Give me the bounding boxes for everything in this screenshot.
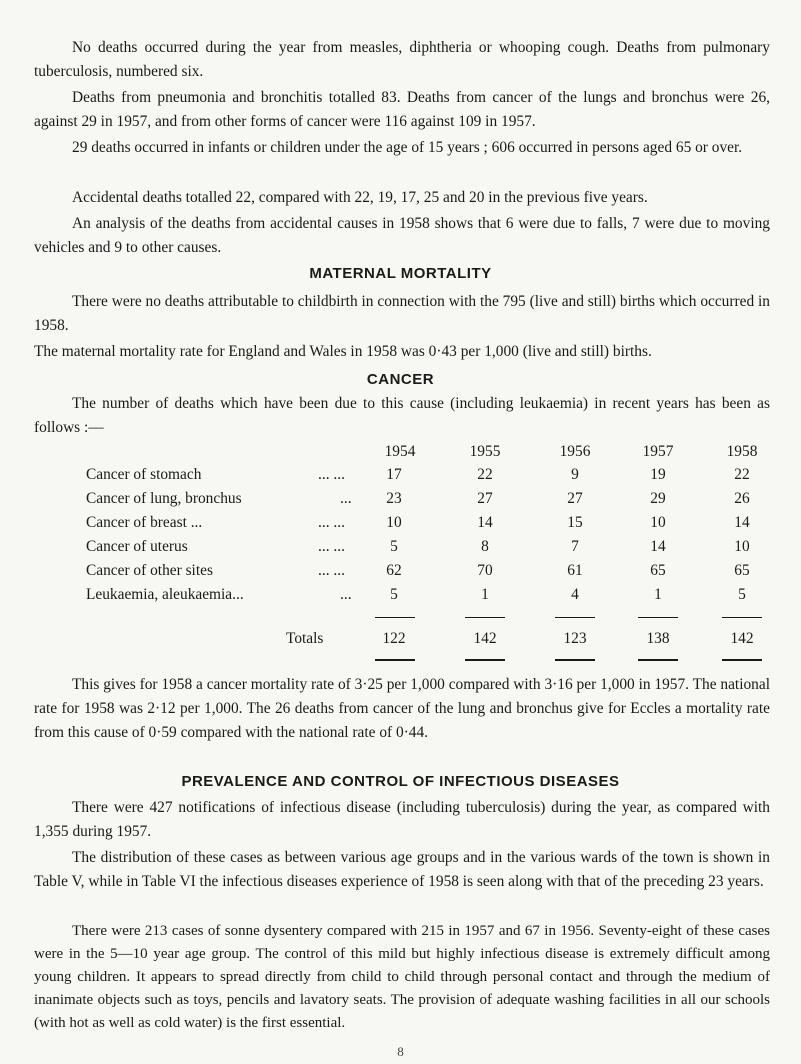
table-cell: 22	[477, 466, 493, 483]
paragraph-deaths-measles: No deaths occurred during the year from measles, diphtheria or whooping cough. Deaths from pulmonary tuberculosis, numbered six.	[34, 39, 770, 80]
table-cell: 14	[650, 538, 666, 555]
table-row-leader: ...	[340, 586, 352, 603]
table-cell: 23	[386, 490, 402, 507]
table-cell: 7	[571, 538, 579, 555]
table-cell: 19	[650, 466, 666, 483]
year-header: 1958	[726, 443, 758, 460]
page-number: 8	[397, 1044, 404, 1059]
table-row-label: Cancer of lung, bronchus	[86, 490, 242, 507]
table-rule	[555, 659, 595, 661]
table-cell: 62	[386, 562, 402, 579]
table-rule	[638, 659, 678, 661]
paragraph-maternal-1: There were no deaths attributable to childbirth in connection with the 795 (live and still) births which occurred in 1958.	[34, 293, 770, 334]
totals-cell: 138	[646, 630, 670, 647]
table-row-leader: ... ...	[318, 562, 345, 579]
totals-cell: 123	[563, 630, 587, 647]
table-cell: 22	[734, 466, 750, 483]
paragraph-cancer-intro: The number of deaths which have been due to this cause (including leukaemia) in recent years has been as follows :—	[34, 395, 770, 436]
table-row-label: Leukaemia, aleukaemia...	[86, 586, 244, 603]
table-cell: 10	[650, 514, 666, 531]
table-row-label: Cancer of uterus	[86, 538, 188, 555]
table-cell: 9	[571, 466, 579, 483]
table-cell: 4	[571, 586, 579, 603]
paragraph-cancer-summary: This gives for 1958 a cancer mortality rate of 3·25 per 1,000 compared with 3·16 per 1,000 in 1957. The national rate for 1958 was 2·12 per 1,000. The 26 deaths from cancer of the lung and bronchus give for Eccles a mortality rate from this cause of 0·59 compared with the national rate of 0·44.	[34, 676, 770, 741]
totals-cell: 142	[473, 630, 497, 647]
table-row-label: Cancer of breast ...	[86, 514, 203, 531]
table-cell: 29	[650, 490, 666, 507]
totals-label: Totals	[286, 630, 324, 647]
table-cell: 15	[567, 514, 583, 531]
heading-prevalence: PREVALENCE AND CONTROL OF INFECTIOUS DISEASES	[181, 773, 620, 790]
table-cell: 70	[477, 562, 493, 579]
table-rule	[375, 659, 415, 661]
year-header: 1955	[469, 443, 501, 460]
paragraph-deaths-pneumonia: Deaths from pneumonia and bronchitis totalled 83. Deaths from cancer of the lungs and bronchus were 26, against 29 in 1957, and from other forms of cancer were 116 against 109 in 1957.	[34, 89, 770, 130]
table-cell: 65	[734, 562, 750, 579]
table-cell: 5	[390, 586, 398, 603]
table-rule	[555, 617, 595, 618]
heading-maternal-mortality: MATERNAL MORTALITY	[309, 265, 492, 282]
heading-cancer: CANCER	[366, 371, 435, 388]
table-cell: 8	[481, 538, 489, 555]
table-rule	[375, 617, 415, 618]
table-row-leader: ...	[340, 490, 352, 507]
paragraph-deaths-children: 29 deaths occurred in infants or children under the age of 15 years ; 606 occurred in persons aged 65 or over.	[72, 139, 743, 156]
table-row-label: Cancer of other sites	[86, 562, 213, 579]
table-cell: 61	[567, 562, 583, 579]
paragraph-maternal-2: The maternal mortality rate for England and Wales in 1958 was 0·43 per 1,000 (live and still) births.	[34, 343, 652, 360]
table-rule	[465, 659, 505, 661]
paragraph-prevalence-1: There were 427 notifications of infectious disease (including tuberculosis) during the year, as compared with 1,355 during 1957.	[34, 799, 770, 840]
table-cell: 1	[654, 586, 662, 603]
table-cell: 5	[390, 538, 398, 555]
table-rule	[722, 617, 762, 618]
table-cell: 10	[386, 514, 402, 531]
totals-cell: 122	[382, 630, 406, 647]
table-cell: 26	[734, 490, 750, 507]
table-cell: 1	[481, 586, 489, 603]
paragraph-accidental-deaths: Accidental deaths totalled 22, compared with 22, 19, 17, 25 and 20 in the previous five years.	[72, 189, 648, 206]
table-rule	[638, 617, 678, 618]
table-cell: 27	[477, 490, 493, 507]
year-header: 1956	[559, 443, 591, 460]
table-row-leader: ... ...	[318, 538, 345, 555]
table-cell: 5	[738, 586, 746, 603]
table-cell: 27	[567, 490, 583, 507]
paragraph-prevalence-3: There were 213 cases of sonne dysentery compared with 215 in 1957 and 67 in 1956. Seventy-eight of these cases were in the 5—10 year age group. The control of this mild but highly infectious disease is extremely difficult among young children. It appears to spread directly from child to child through personal contact and through the medium of inanimate objects such as toys, pencils and lavatory seats. The provision of adequate washing facilities in all our schools (with hot as well as cold water) is the first essential.	[34, 923, 770, 1031]
table-rule	[722, 659, 762, 661]
year-header: 1954	[384, 443, 416, 460]
year-header: 1957	[642, 443, 674, 460]
paragraph-prevalence-2: The distribution of these cases as between various age groups and in the various wards of the town is shown in Table V, while in Table VI the infectious diseases experience of 1958 is seen along with that of the preceding 23 years.	[34, 849, 770, 890]
table-rule	[465, 617, 505, 618]
table-row-leader: ... ...	[318, 514, 345, 531]
table-cell: 14	[734, 514, 750, 531]
totals-cell: 142	[730, 630, 754, 647]
table-cell: 14	[477, 514, 493, 531]
paragraph-accident-analysis: An analysis of the deaths from accidental causes in 1958 shows that 6 were due to falls, 7 were due to moving vehicles and 9 to other causes.	[34, 215, 770, 256]
table-row-leader: ... ...	[318, 466, 345, 483]
table-cell: 10	[734, 538, 750, 555]
table-cell: 65	[650, 562, 666, 579]
table-row-label: Cancer of stomach	[86, 466, 202, 483]
table-cell: 17	[386, 466, 402, 483]
